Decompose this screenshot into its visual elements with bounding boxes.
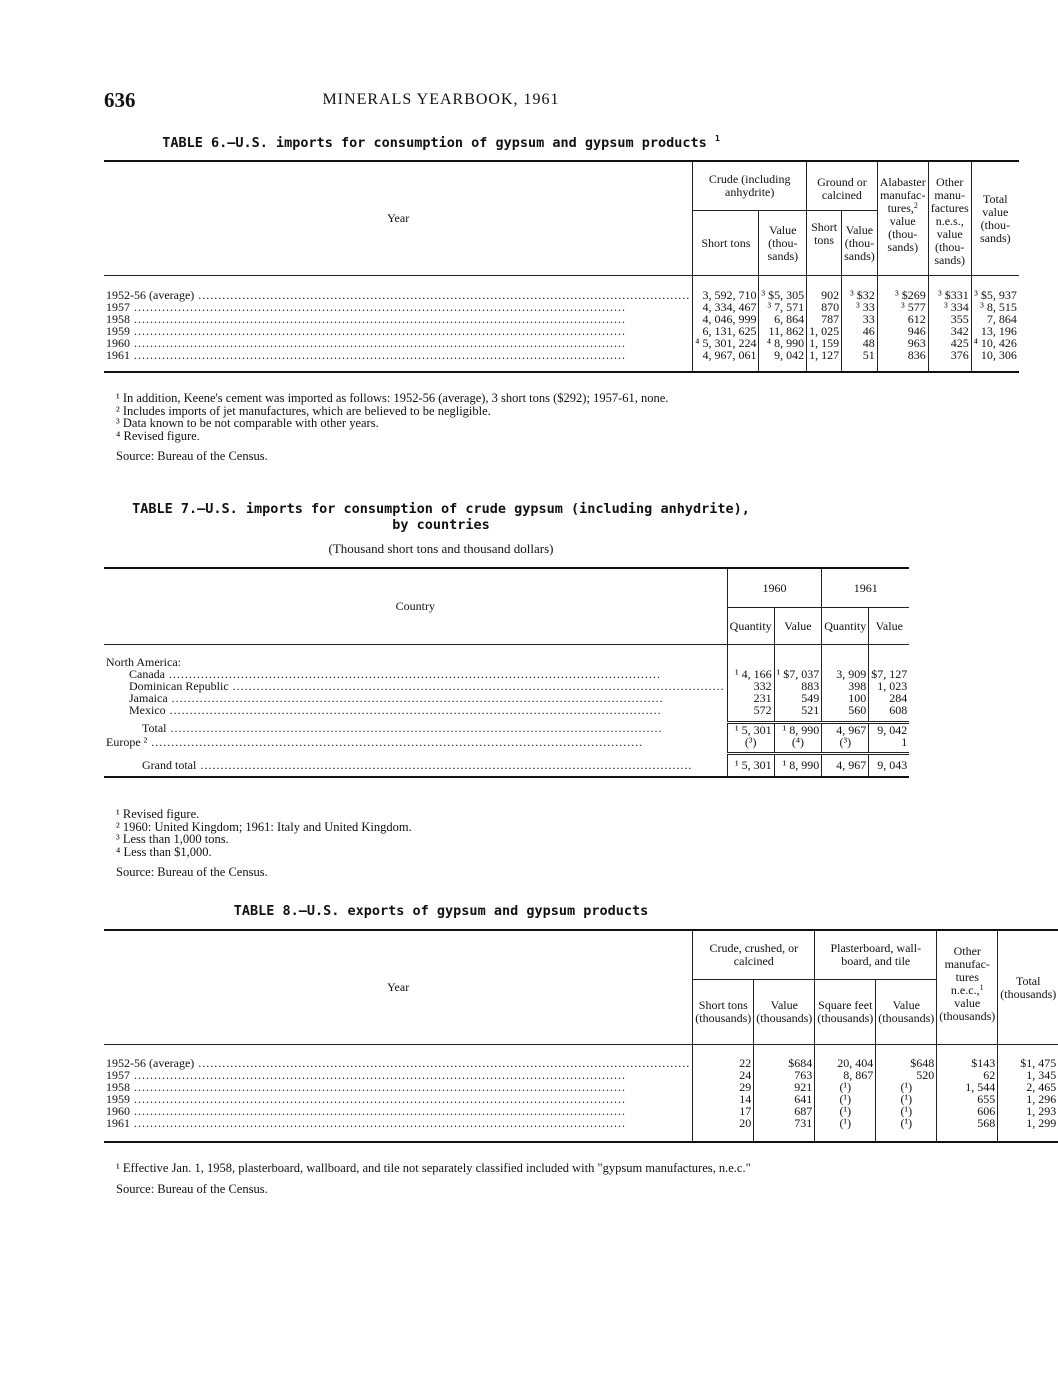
table7-header-1961: 1961	[822, 568, 910, 608]
table8-cell: 20	[693, 1117, 754, 1129]
table7-cell: (³)	[822, 736, 869, 748]
table8-cell: 24	[693, 1069, 754, 1081]
table8-header-other: Other manufac-tures n.e.c.,$^1$ value (thousands)	[937, 930, 998, 1045]
table6-footnote-1: ¹ In addition, Keene's cement was imported as follows: 1952-56 (average), 3 short tons ($292); 1957-61, none.	[116, 391, 669, 405]
table7-total-row	[104, 722, 909, 736]
table7	[104, 567, 908, 778]
table8-cell: 2, 465	[998, 1081, 1058, 1093]
table7-cell: (⁴)	[774, 736, 822, 748]
table6-cell: 612	[877, 313, 928, 325]
table7-cell: 3, 909	[822, 668, 869, 680]
table6-cell: ³ 334	[928, 301, 971, 313]
table6-cell: 11, 862	[759, 325, 807, 337]
table7-cell: 572	[727, 704, 774, 716]
table6	[104, 160, 1017, 373]
table6-row-label: 1959 .....	[104, 325, 693, 337]
table8-cell: 1, 345	[998, 1069, 1058, 1081]
table7-cell: 1	[869, 736, 910, 748]
table6-cell: 51	[842, 349, 878, 361]
table6-header-ground: Ground or calcined	[807, 161, 878, 211]
table6-header-crude: Crude (including anhydrite)	[693, 161, 807, 211]
table8-row-label: 1960 .....	[104, 1105, 693, 1117]
table6-cell: 1, 025	[807, 325, 842, 337]
table7-europe-row	[104, 736, 909, 748]
table6-header-total: Total value (thou-sands)	[971, 161, 1019, 276]
table7-footnote-4: ⁴ Less than $1,000.	[116, 844, 212, 859]
table7-footnote-3: ³ Less than 1,000 tons.	[116, 832, 229, 846]
table8-cell: 520	[876, 1069, 937, 1081]
table8-cell: 641	[754, 1093, 815, 1105]
table8-source: Source: Bureau of the Census.	[116, 1181, 268, 1196]
table8-cell: (¹)	[876, 1117, 937, 1129]
table6-cell: ³ 577	[877, 301, 928, 313]
table7-footnotes	[104, 808, 778, 879]
table6-cell: 6, 131, 625	[693, 325, 759, 337]
table8-cell: (¹)	[876, 1081, 937, 1093]
table8-row-label: 1952-56 (average) .....	[104, 1057, 693, 1069]
table7-row	[104, 704, 909, 716]
table6-cell: 787	[807, 313, 842, 325]
table6-cell: 1, 159	[807, 337, 842, 349]
table7-cell: ¹ 8, 990	[774, 722, 822, 736]
table6-cell: 33	[842, 313, 878, 325]
table7-subtitle: (Thousand short tons and thousand dollars)	[328, 541, 554, 556]
table7-cell: 100	[822, 692, 869, 704]
table8-cell: 687	[754, 1105, 815, 1117]
table7-cell: ¹ 5, 301	[727, 754, 774, 777]
table8-footnote-1: ¹ Effective Jan. 1, 1958, plasterboard, wallboard, and tile not separately classified included with "gypsum manufactures, n.e.c."	[116, 1161, 751, 1175]
table8-row-label: 1961 .....	[104, 1117, 693, 1129]
table6-row-label: 1952-56 (average) .....	[104, 289, 693, 301]
table6-cell: 870	[807, 301, 842, 313]
table6-row-label: 1961 .....	[104, 349, 693, 361]
table7-row-label: Jamaica .....	[104, 692, 727, 704]
table6-cell: 46	[842, 325, 878, 337]
page-header	[104, 88, 778, 112]
table7-region-north-america: North America:	[106, 655, 181, 669]
table8-cell: 731	[754, 1117, 815, 1129]
table7-total-label: Total .....	[104, 722, 727, 736]
table8-cell: 62	[937, 1069, 998, 1081]
table8-cell: $648	[876, 1057, 937, 1069]
table6-cell: ³ 7, 571	[759, 301, 807, 313]
table7-cell: ¹ 4, 166	[727, 668, 774, 680]
table6-header-value: Value (thou-sands)	[759, 211, 807, 276]
table8-cell: $143	[937, 1057, 998, 1069]
table8-header-year: Year	[104, 930, 693, 1045]
table7-cell: 883	[774, 680, 822, 692]
table8-header-plaster: Plasterboard, wall-board, and tile	[815, 930, 937, 980]
table7-header-value-1961: Value	[869, 608, 910, 645]
table7-source: Source: Bureau of the Census.	[116, 865, 268, 879]
table8-cell: 8, 867	[815, 1069, 876, 1081]
table8-cell: 606	[937, 1105, 998, 1117]
table8-cell: (¹)	[815, 1081, 876, 1093]
table6-row-label: 1960 .....	[104, 337, 693, 349]
table7-footnote-1: ¹ Revised figure.	[116, 807, 200, 821]
table6-cell: 3, 592, 710	[693, 289, 759, 301]
table6-cell: ³ $269	[877, 289, 928, 301]
table7-footnote-2: ² 1960: United Kingdom; 1961: Italy and United Kingdom.	[116, 819, 412, 834]
table7-cell: 1, 023	[869, 680, 910, 692]
table8-row	[104, 1117, 1058, 1129]
table6-cell: 376	[928, 349, 971, 361]
table8-cell: 17	[693, 1105, 754, 1117]
table6-cell: ³ $331	[928, 289, 971, 301]
table6-cell: ⁴ 5, 301, 224	[693, 337, 759, 349]
table6-cell: 48	[842, 337, 878, 349]
table7-cell: 521	[774, 704, 822, 716]
table6-cell: 963	[877, 337, 928, 349]
table6-cell: 4, 334, 467	[693, 301, 759, 313]
table6-cell: ³ $5, 937	[971, 289, 1019, 301]
table6-cell: ³ 33	[842, 301, 878, 313]
table8-cell: $684	[754, 1057, 815, 1069]
table7-cell: 608	[869, 704, 910, 716]
table6-cell: 10, 306	[971, 349, 1019, 361]
table8-header-value-2: Value (thousands)	[876, 980, 937, 1045]
table7-grand-total-row	[104, 754, 909, 777]
table6-cell: 7, 864	[971, 313, 1019, 325]
table6-cell: 6, 864	[759, 313, 807, 325]
table6-cell: ⁴ 10, 426	[971, 337, 1019, 349]
table6-source: Source: Bureau of the Census.	[116, 449, 268, 463]
table8-cell: 20, 404	[815, 1057, 876, 1069]
table8-cell: 1, 299	[998, 1117, 1058, 1129]
table7-cell: 4, 967	[822, 754, 869, 777]
running-title: MINERALS YEARBOOK, 1961	[322, 91, 560, 108]
table8-cell: $1, 475	[998, 1057, 1058, 1069]
table8-cell: 568	[937, 1117, 998, 1129]
table6-cell: 836	[877, 349, 928, 361]
table8-cell: 655	[937, 1093, 998, 1105]
table8-cell: 1, 544	[937, 1081, 998, 1093]
table8-header-total: Total (thousands)	[998, 930, 1058, 1045]
table8-cell: 763	[754, 1069, 815, 1081]
table8-cell: 1, 296	[998, 1093, 1058, 1105]
table8-footnotes	[104, 1162, 778, 1195]
table7-cell: ¹ $7, 037	[774, 668, 822, 680]
table8-header-crude: Crude, crushed, or calcined	[693, 930, 815, 980]
table7-grand-total-label: Grand total .....	[104, 754, 727, 777]
table6-cell: 13, 196	[971, 325, 1019, 337]
table6-cell: 9, 042	[759, 349, 807, 361]
table8-title: TABLE 8.—U.S. exports of gypsum and gypsum products	[233, 903, 649, 919]
table6-row-label: 1958 .....	[104, 313, 693, 325]
table7-header-quantity-1961: Quantity	[822, 608, 869, 645]
table6-row	[104, 349, 1019, 361]
table7-cell: (³)	[727, 736, 774, 748]
table8-cell: 921	[754, 1081, 815, 1093]
table6-header-value-2: Value (thou-sands)	[842, 211, 878, 276]
table6-title: TABLE 6.—U.S. imports for consumption of gypsum and gypsum products $^1$	[162, 134, 720, 151]
table6-footnote-3: ³ Data known to be not comparable with other years.	[116, 416, 379, 430]
table8-row-label: 1958 .....	[104, 1081, 693, 1093]
table6-footnote-2: ² Includes imports of jet manufactures, which are believed to be negligible.	[116, 403, 491, 418]
table6-cell: ³ $5, 305	[759, 289, 807, 301]
table6-footnote-4: ⁴ Revised figure.	[116, 428, 200, 443]
table7-title: TABLE 7.—U.S. imports for consumption of crude gypsum (including anhydrite), by countries	[132, 501, 750, 533]
table7-header-value-1960: Value	[774, 608, 822, 645]
table6-cell: 902	[807, 289, 842, 301]
table6-cell: 355	[928, 313, 971, 325]
table8-header-square-feet: Square feet (thousands)	[815, 980, 876, 1045]
table7-cell: 9, 043	[869, 754, 910, 777]
table6-cell: ³ 8, 515	[971, 301, 1019, 313]
table6-cell: ⁴ 8, 990	[759, 337, 807, 349]
table7-header-country: Country	[104, 568, 727, 645]
table8-row-label: 1957 .....	[104, 1069, 693, 1081]
table7-europe-label: Europe ² .....	[104, 736, 727, 748]
table7-cell: 9, 042	[869, 722, 910, 736]
table8-cell: 14	[693, 1093, 754, 1105]
table8-header-short-tons: Short tons (thousands)	[693, 980, 754, 1045]
table7-cell: 284	[869, 692, 910, 704]
table6-header-short-tons-2: Short tons	[807, 211, 842, 276]
table7-cell: 4, 967	[822, 722, 869, 736]
table6-row-label: 1957 .....	[104, 301, 693, 313]
table6-header-short-tons: Short tons	[693, 211, 759, 276]
table8-header-value: Value (thousands)	[754, 980, 815, 1045]
table7-header-1960: 1960	[727, 568, 822, 608]
table6-cell: 946	[877, 325, 928, 337]
table8-cell: (¹)	[876, 1093, 937, 1105]
table7-row-label: Dominican Republic .....	[104, 680, 727, 692]
table7-cell: 549	[774, 692, 822, 704]
table7-cell: 560	[822, 704, 869, 716]
table6-header-year: Year	[104, 161, 693, 276]
table6-cell: ³ $32	[842, 289, 878, 301]
table7-cell: $7, 127	[869, 668, 910, 680]
table6-header-other: Other manu-factures n.e.s., value (thou-sands)	[928, 161, 971, 276]
table8	[104, 929, 1057, 1143]
table7-row-label: Mexico .....	[104, 704, 727, 716]
table6-cell: 342	[928, 325, 971, 337]
table6-footnotes	[104, 392, 778, 463]
table8-cell: (¹)	[815, 1117, 876, 1129]
table6-cell: 4, 046, 999	[693, 313, 759, 325]
page-number: 636	[104, 88, 136, 112]
table6-cell: 1, 127	[807, 349, 842, 361]
table6-cell: 4, 967, 061	[693, 349, 759, 361]
table8-cell: (¹)	[815, 1105, 876, 1117]
table7-header-quantity-1960: Quantity	[727, 608, 774, 645]
table8-cell: (¹)	[815, 1093, 876, 1105]
table8-cell: (¹)	[876, 1105, 937, 1117]
table7-cell: ¹ 8, 990	[774, 754, 822, 777]
table8-row-label: 1959 .....	[104, 1093, 693, 1105]
table7-row-label: Canada .....	[104, 668, 727, 680]
table8-cell: 22	[693, 1057, 754, 1069]
table8-cell: 1, 293	[998, 1105, 1058, 1117]
table8-cell: 29	[693, 1081, 754, 1093]
table7-cell: 332	[727, 680, 774, 692]
table7-cell: ¹ 5, 301	[727, 722, 774, 736]
table6-header-alabaster: Alabaster manufac-tures,$^2$ value (thou-sands)	[877, 161, 928, 276]
table6-cell: 425	[928, 337, 971, 349]
table7-cell: 231	[727, 692, 774, 704]
table7-cell: 398	[822, 680, 869, 692]
